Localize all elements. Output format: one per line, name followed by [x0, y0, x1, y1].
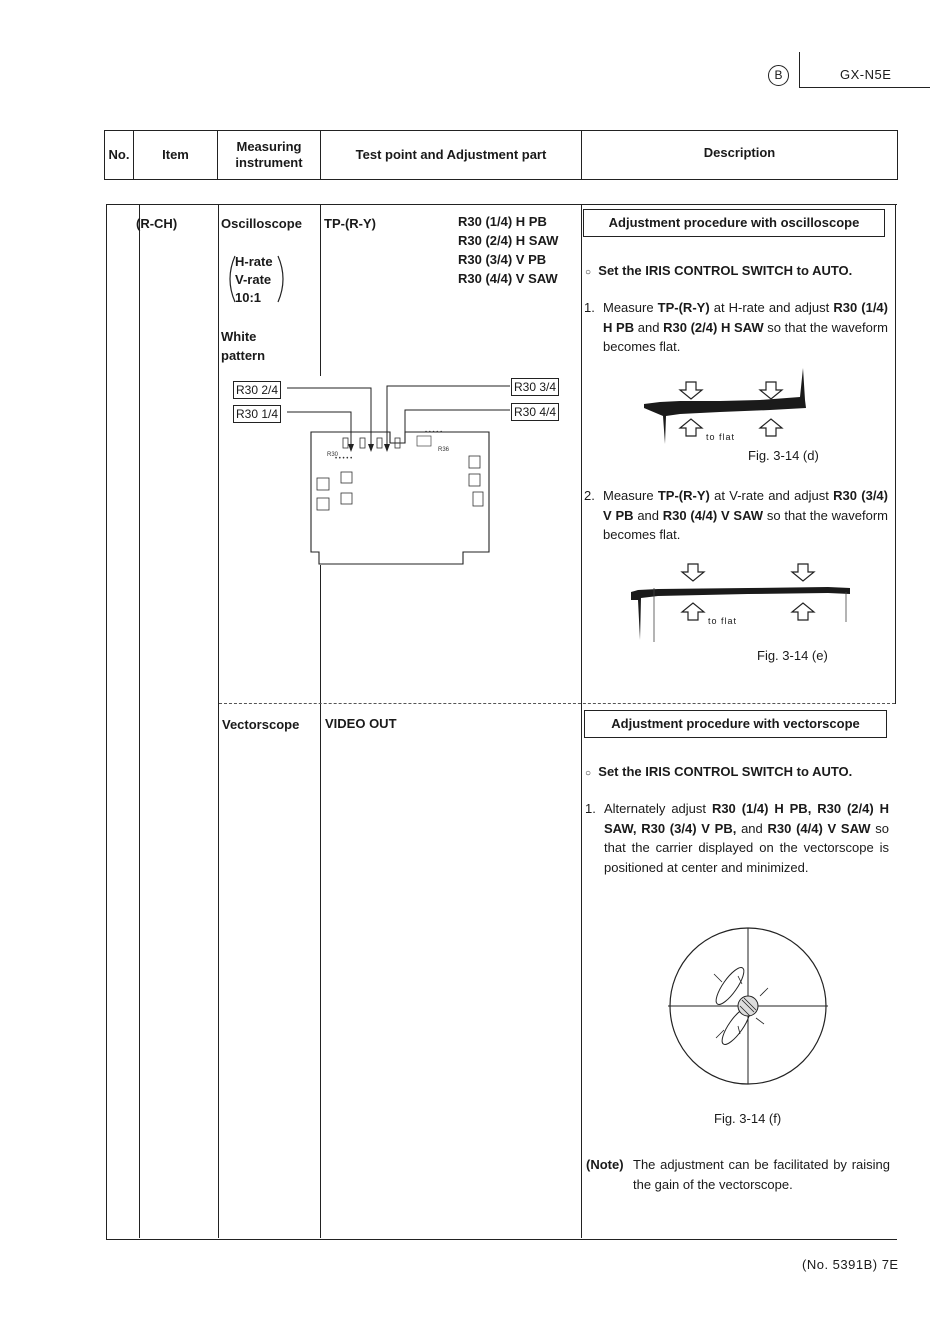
header-item: Item [162, 147, 189, 162]
test-point-tp-ry: TP-(R-Y) [324, 216, 376, 231]
vec-step-1: 1. Alternately adjust R30 (1/4) H PB, R30 (2/4) H SAW, R30 (3/4) V PB, and R30 (4/4) V SAW so that the carrier displayed on the vectorscope is positioned at center and minimized. [585, 801, 890, 875]
setting-v-rate: V-rate [235, 272, 272, 287]
adjust-part-4: R30 (4/4) V SAW [458, 271, 558, 286]
adjust-part-1: R30 (1/4) H PB [458, 214, 547, 229]
procedure-title-vectorscope: Adjustment procedure with vectorscope [584, 710, 887, 738]
instrument-pattern: White pattern [221, 329, 266, 363]
pcb-diagram-lines [225, 372, 575, 572]
osc-step-1: 1. Measure TP-(R-Y) at H-rate and adjust R30 (1/4) H PB and R30 (2/4) H SAW so that the waveform becomes flat. [584, 300, 888, 354]
label-r30-3-4: R30 3/4 [511, 378, 559, 396]
label-r30-2-4: R30 2/4 [233, 381, 281, 399]
vectorscope-figure-f [664, 926, 834, 1086]
page-header [760, 62, 930, 90]
instrument-oscilloscope: Oscilloscope [221, 216, 302, 231]
vec-note: (Note) The adjustment can be facilitated by raising the gain of the vectorscope. [586, 1157, 890, 1192]
iris-instruction-osc: ○ Set the IRIS CONTROL SWITCH to AUTO. [585, 263, 853, 278]
osc-step-2: 2. Measure TP-(R-Y) at V-rate and adjust R30 (3/4) V PB and R30 (4/4) V SAW so that the waveform becomes flat. [584, 488, 889, 542]
board-label-r30: R30 [327, 452, 339, 458]
header-test-point: Test point and Adjustment part [355, 147, 547, 162]
fig-e-flat-label: to flat [708, 616, 738, 626]
instrument-vectorscope: Vectorscope [222, 717, 300, 732]
fig-d-flat-label: to flat [706, 432, 736, 442]
adjust-part-3: R30 (3/4) V PB [458, 252, 547, 267]
instrument-settings [226, 252, 286, 304]
fig-f-caption: Fig. 3-14 (f) [714, 1111, 782, 1126]
label-r30-1-4: R30 1/4 [233, 405, 281, 423]
badge-b: B [768, 65, 789, 86]
test-point-video-out: VIDEO OUT [325, 716, 397, 731]
svg-text:• • • • •: • • • • • [335, 456, 353, 462]
header-description: Description [703, 145, 776, 160]
svg-text:• • • • •: • • • • • [425, 430, 443, 436]
pcb-diagram [225, 372, 575, 572]
table-header [104, 130, 898, 180]
model-number: GX-N5E [840, 67, 892, 82]
header-instrument: Measuring instrument [235, 139, 303, 170]
waveform-figure-e [628, 560, 858, 644]
iris-instruction-vec: ○ Set the IRIS CONTROL SWITCH to AUTO. [585, 764, 853, 779]
setting-ratio: 10:1 [235, 290, 262, 305]
adjust-part-2: R30 (2/4) H SAW [458, 233, 559, 248]
page-footer: (No. 5391B) 7E [802, 1257, 899, 1272]
board-label-r36: R36 [438, 447, 450, 453]
fig-d-caption: Fig. 3-14 (d) [748, 448, 819, 463]
item-rch: (R-CH) [136, 216, 178, 231]
fig-e-caption: Fig. 3-14 (e) [757, 648, 828, 663]
header-no: No. [108, 147, 130, 162]
label-r30-4-4: R30 4/4 [511, 403, 559, 421]
setting-h-rate: H-rate [235, 254, 273, 269]
procedure-title-oscilloscope: Adjustment procedure with oscilloscope [583, 209, 885, 237]
